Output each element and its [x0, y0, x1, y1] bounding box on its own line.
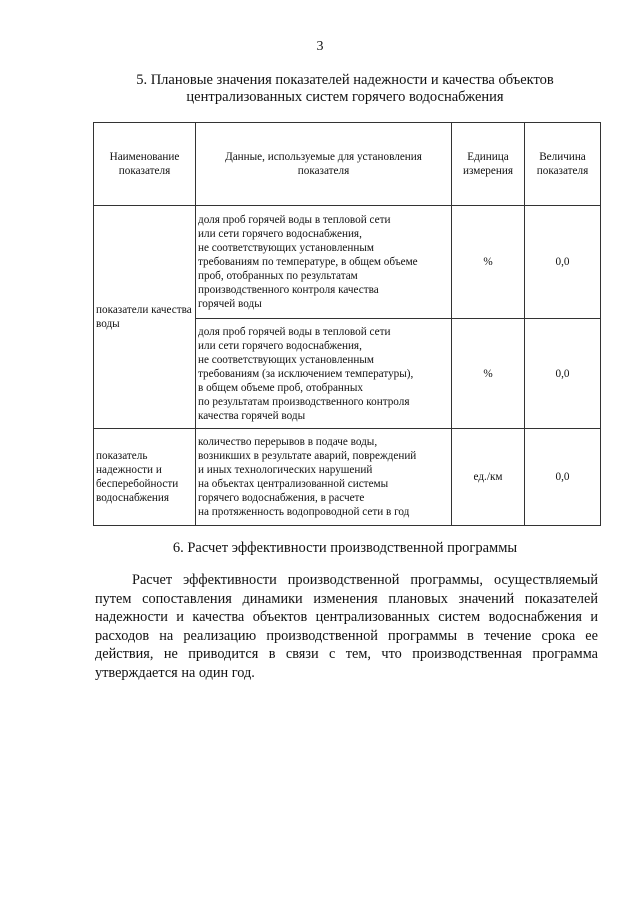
section-5-title-line-2: централизованных систем горячего водоснабжения: [186, 89, 504, 105]
table-row: [94, 429, 601, 526]
indicator-value: 0,0: [525, 429, 601, 526]
indicator-unit: %: [452, 206, 525, 319]
indicator-unit: %: [452, 319, 525, 429]
header-source-data: Данные, используемые для установления показателя: [196, 123, 452, 206]
indicator-source-data: доля проб горячей воды в тепловой сети или сети горячего водоснабжения, не соответствующих установленным требованиям (за исключением температуры), в общем объеме проб, отобранных по результатам производственного контроля качества горячей воды: [196, 319, 452, 429]
indicator-group-name: показатели качества воды: [94, 206, 196, 429]
indicator-source-data: доля проб горячей воды в тепловой сети или сети горячего водоснабжения, не соответствующих установленным требованиям по температуре, в общем объеме проб, отобранных по результатам производственного контроля качества горячей воды: [196, 206, 452, 319]
indicators-table: [93, 122, 601, 526]
efficiency-paragraph: Расчет эффективности производственной программы, осуществляемый путем сопоставления динамики изменения плановых значений показателей надежности и качества объектов централизованных систем водоснабжения и расходов на реализацию производственной программы в течение срока ее действия, не приводится в связи с тем, что производственная программа утверждается на один год.: [95, 572, 598, 681]
header-unit: Единица измерения: [452, 123, 525, 206]
indicator-value: 0,0: [525, 319, 601, 429]
header-indicator-name: Наименование показателя: [94, 123, 196, 206]
section-6-title: 6. Расчет эффективности производственной программы: [172, 540, 518, 556]
page-number: 3: [316, 39, 324, 54]
indicator-unit: ед./км: [452, 429, 525, 526]
table-header-row: [94, 123, 601, 206]
table-row: [94, 206, 601, 319]
indicator-group-name: показатель надежности и бесперебойности водоснабжения: [94, 429, 196, 526]
header-value: Величина показателя: [525, 123, 601, 206]
indicator-value: 0,0: [525, 206, 601, 319]
section-5-title-line-1: 5. Плановые значения показателей надежности и качества объектов: [136, 72, 554, 88]
section-5-title: [0, 72, 640, 106]
indicator-source-data: количество перерывов в подаче воды, возникших в результате аварий, повреждений и иных технологических нарушений на объектах централизованной системы горячего водоснабжения, в расчете на протяженность водопроводной сети в год: [196, 429, 452, 526]
